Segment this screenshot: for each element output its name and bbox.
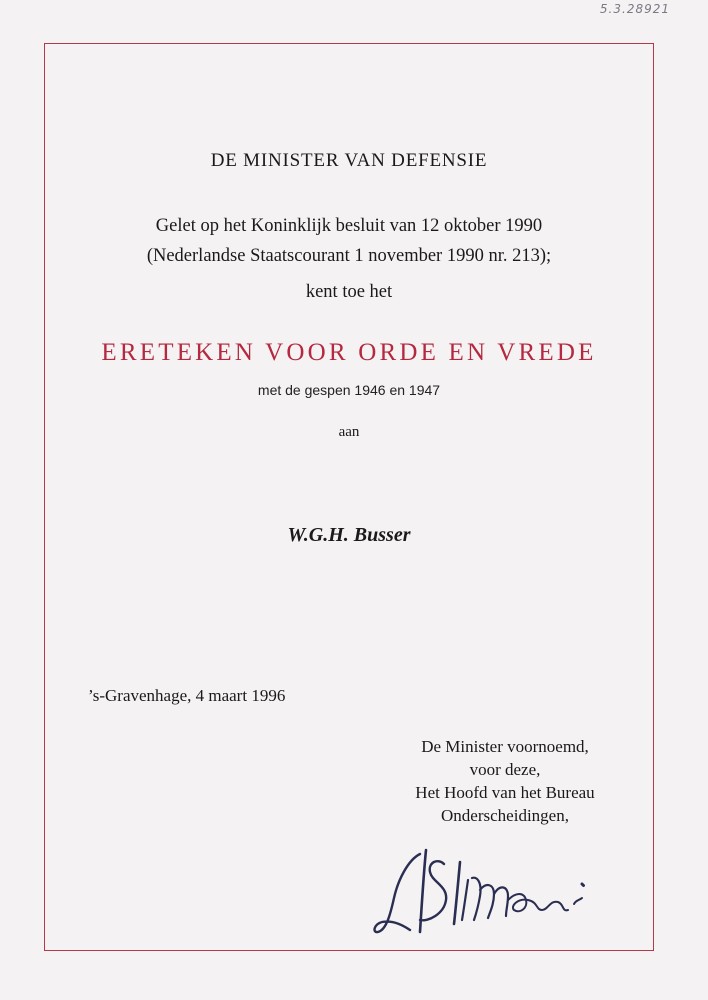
handwritten-signature (368, 840, 598, 940)
minister-heading: DE MINISTER VAN DEFENSIE (210, 150, 488, 171)
signatory-line-3: Het Hoofd van het Bureau (415, 783, 595, 802)
recipient-name: W.G.H. Busser (287, 524, 411, 546)
signatory-line-2: voor deze, (469, 760, 541, 779)
place-date: ’s-Gravenhage, 4 maart 1996 (88, 686, 286, 705)
signatory-line-1: De Minister voornoemd, (421, 737, 589, 756)
signatory-line-4: Onderscheidingen, (441, 806, 569, 825)
decree-line-3: kent toe het (305, 282, 393, 302)
archive-number: 5.3.28921 (599, 2, 670, 16)
to-word: aan (338, 424, 360, 440)
decree-line-2: (Nederlandse Staatscourant 1 november 1990 nr. 213); (146, 246, 552, 266)
decree-line-1: Gelet op het Koninklijk besluit van 12 oktober 1990 (155, 216, 543, 236)
award-title: ERETEKEN VOOR ORDE EN VREDE (101, 339, 597, 366)
award-subtitle: met de gespen 1946 en 1947 (257, 382, 441, 398)
